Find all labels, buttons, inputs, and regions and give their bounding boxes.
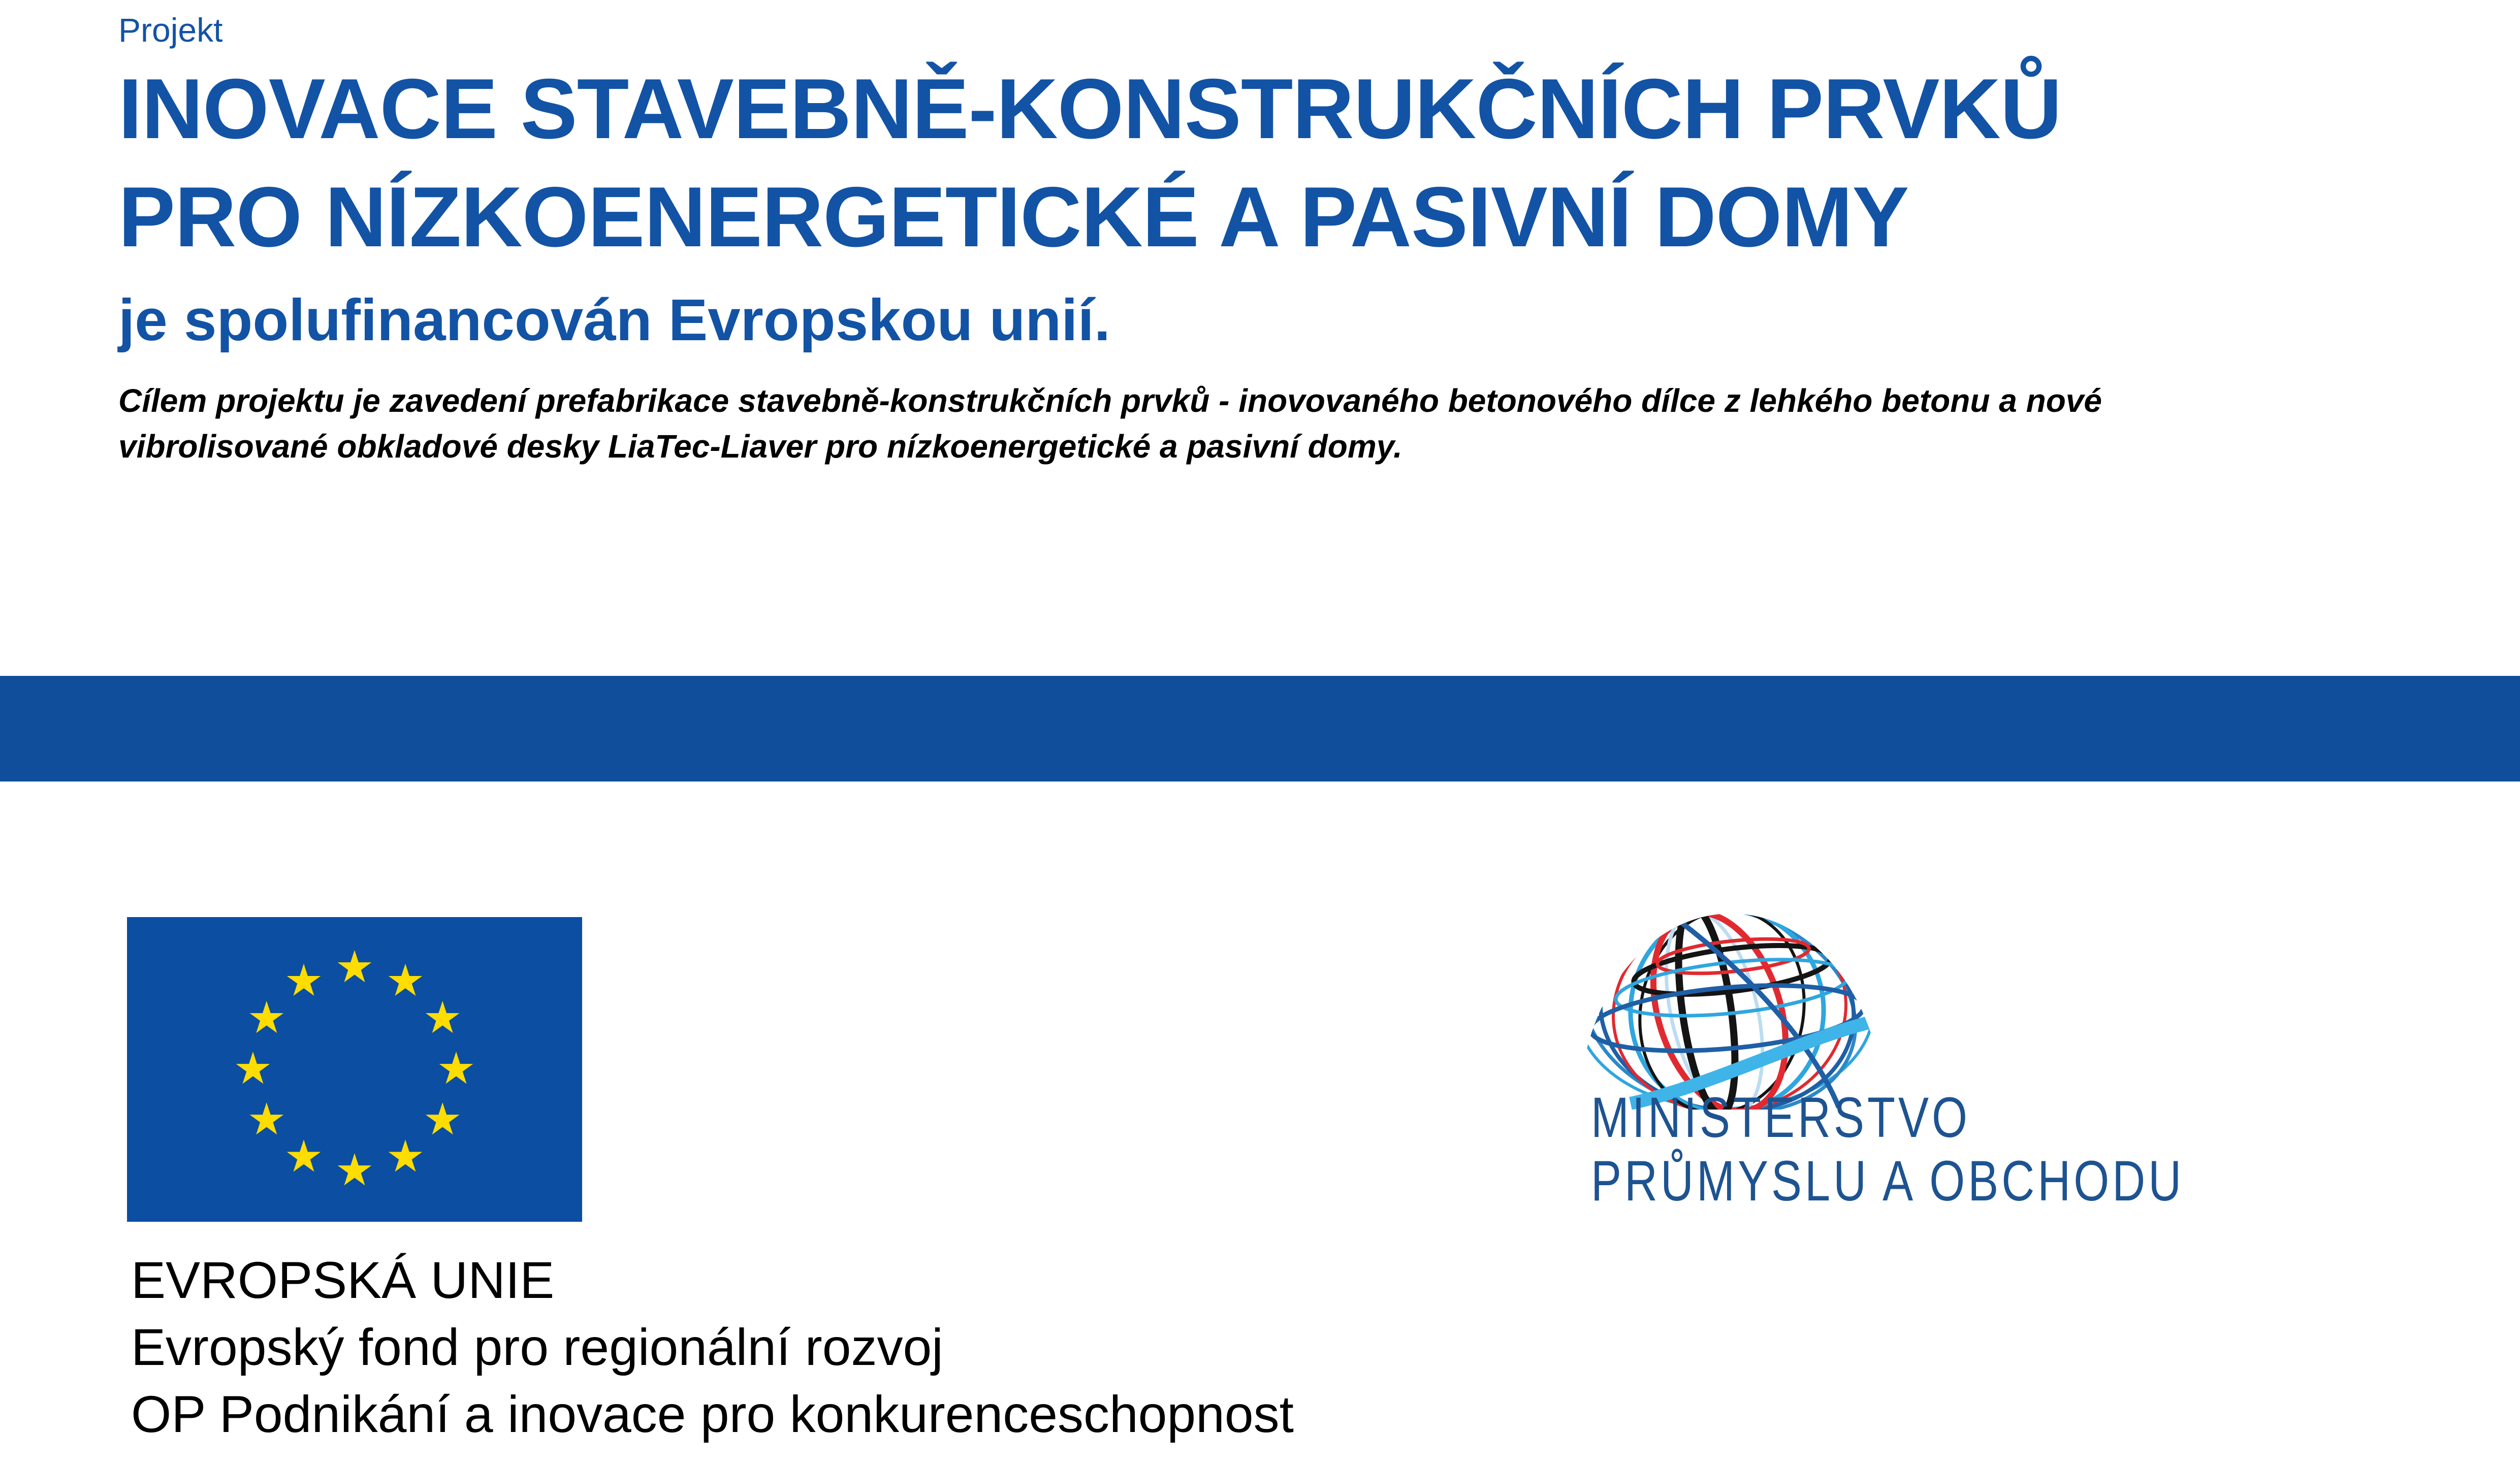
ministry-name-line1: MINISTERSTVO [1591,1086,1971,1150]
project-title [118,55,2061,271]
eu-funding-text [131,1247,1294,1448]
ministry-name-line2: PRŮMYSLU A OBCHODU [1591,1150,2185,1213]
ministry-name [1591,1086,2184,1213]
project-title-line2: PRO NÍZKOENERGETICKÉ A PASIVNÍ DOMY [118,169,1909,265]
eu-funding-line3: OP Podnikání a inovace pro konkurenceschopnost [131,1385,1294,1443]
project-description [118,378,2102,469]
blue-divider-band [0,676,2520,782]
project-description-line2: vibrolisované obkladové desky LiaTec-Liaver pro nízkoenergetické a pasivní domy. [118,428,1402,465]
ministry-globe-logo [1575,911,1910,1110]
cofinancing-subtitle: je spolufinancován Evropskou unií. [118,287,1110,353]
eu-funding-line2: Evropský fond pro regionální rozvoj [131,1318,943,1376]
eu-flag [127,917,582,1222]
project-title-line1: INOVACE STAVEBNĚ-KONSTRUKČNÍCH PRVKŮ [118,61,2062,156]
project-description-line1: Cílem projektu je zavedení prefabrikace stavebně-konstrukčních prvků - inovovaného betonového dílce z lehkého betonu a nové [118,382,2102,419]
eu-funding-line1: EVROPSKÁ UNIE [131,1251,555,1309]
project-kicker: Projekt [118,11,223,49]
